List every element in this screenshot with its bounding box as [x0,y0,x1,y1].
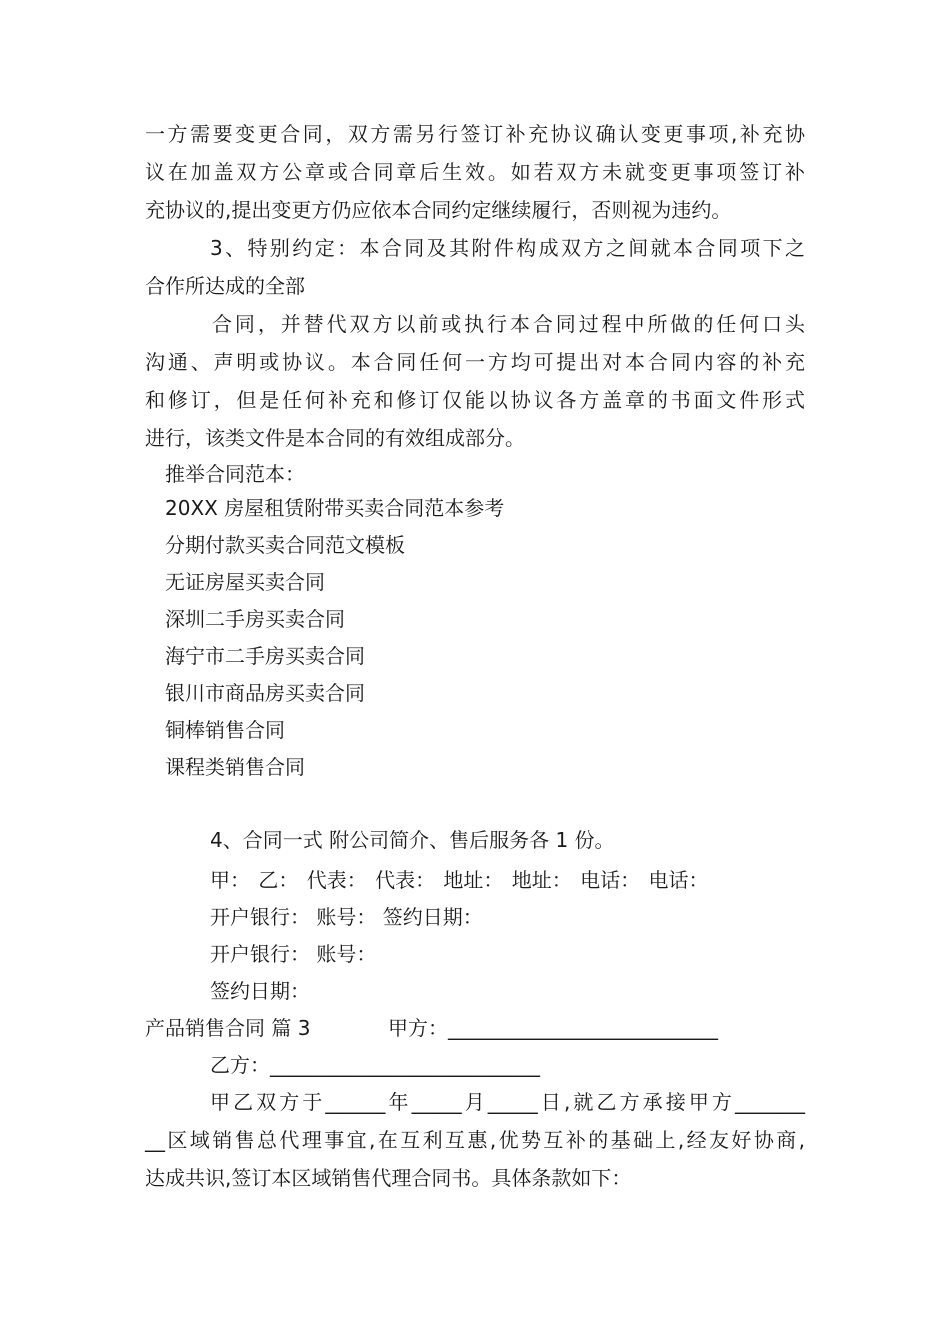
paragraph-line: 充协议的,提出变更方仍应依本合同约定继续履行，否则视为违约。 [145,198,732,222]
paragraph-line: 沟通、声明或协议。本合同任何一方均可提出对本合同内容的补充 [145,350,805,374]
paragraph-line: 合作所达成的全部 [145,274,305,298]
party-b-field: 乙方：___________________________ [210,1053,540,1077]
section-title: 产品销售合同 篇 3 [145,1016,311,1040]
signature-fields: 签约日期： [210,979,310,1003]
paragraph-line: 3、特别约定：本合同及其附件构成双方之间就本合同项下之 [210,236,805,260]
paragraph-line: 和修订，但是任何补充和修订仅能以协议各方盖章的书面文件形式 [145,388,805,412]
paragraph-line: 一方需要变更合同，双方需另行签订补充协议确认变更事项,补充协 [145,122,805,146]
paragraph-line: 合同，并替代双方以前或执行本合同过程中所做的任何口头 [212,312,805,336]
signature-fields: 开户银行： 账号： [210,942,377,966]
signature-fields: 开户银行： 账号： 签约日期： [210,905,483,929]
signature-fields: 甲： 乙： 代表： 代表： 地址： 地址： 电话： 电话： [210,868,709,892]
recommend-item[interactable]: 无证房屋买卖合同 [165,570,325,594]
paragraph-line: 甲乙双方于______年_____月_____日,就乙方承接甲方_______ [210,1090,805,1114]
paragraph-line: 议在加盖双方公章或合同章后生效。如若双方未就变更事项签订补 [145,160,805,184]
recommend-item[interactable]: 课程类销售合同 [165,755,305,779]
paragraph-line: 达成共识,签订本区域销售代理合同书。具体条款如下： [145,1166,632,1190]
recommend-item[interactable]: 银川市商品房买卖合同 [165,681,365,705]
clause-4: 4、合同一式 附公司简介、售后服务各 1 份。 [210,828,615,852]
recommend-item[interactable]: 海宁市二手房买卖合同 [165,644,365,668]
party-a-field: 甲方：___________________________ [388,1016,718,1040]
recommend-heading: 推举合同范本： [165,462,305,486]
paragraph-line: 进行，该类文件是本合同的有效组成部分。 [145,426,525,450]
recommend-item[interactable]: 20XX 房屋租赁附带买卖合同范本参考 [165,496,505,520]
recommend-item[interactable]: 分期付款买卖合同范文模板 [165,533,405,557]
recommend-item[interactable]: 深圳二手房买卖合同 [165,607,345,631]
paragraph-line: __区域销售总代理事宜,在互利互惠,优势互补的基础上,经友好协商, [145,1128,805,1152]
recommend-item[interactable]: 铜棒销售合同 [165,718,285,742]
